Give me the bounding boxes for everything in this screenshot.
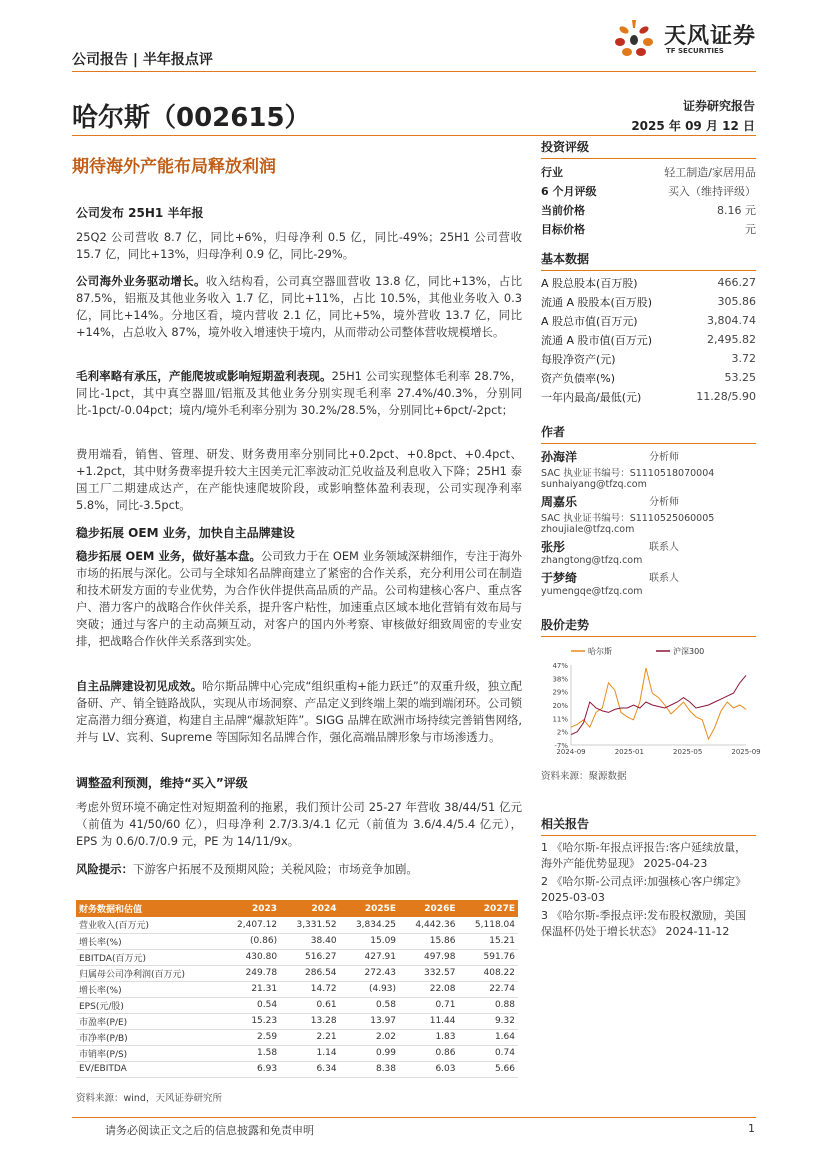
table-cell: 2.21 <box>280 1029 339 1045</box>
author-cert: SAC 执业证书编号：S1110525060005 <box>541 513 715 524</box>
disclaimer-note: 请务必阅读正文之后的信息披露和免责申明 <box>105 1124 314 1137</box>
related-report-item: 3 《哈尔斯-季报点评:发布股权激励，美国保温杯仍处于增长状态》 2024-11-12 <box>541 909 747 938</box>
table-cell: 408.22 <box>458 965 518 981</box>
page-number: 1 <box>748 1122 755 1135</box>
basic-key: 每股净资产(元) <box>541 352 616 366</box>
paragraph-6 <box>76 678 522 746</box>
author-entry <box>541 448 756 490</box>
table-cell: 增长率(%) <box>76 933 221 949</box>
para-text: 哈尔斯品牌中心完成“组织重构+能力跃迁”的双重升级，独立配备研、产、销全链路战队，实现从市场洞察、产品定义到终端上架的端到端闭环。公司锁定高潜力细分赛道，构建自主品牌“爆款矩阵”。SIGG 品牌在欧洲市场持续完善销售网络,并与 LV、宾利、Supreme 等国际知名品牌合作，强化高端品牌形象与市场渗透力。 <box>76 679 522 744</box>
basic-key: 资产负债率(%) <box>541 371 616 385</box>
table-cell: EBITDA(百万元) <box>76 949 221 965</box>
basic-value: 2,495.82 <box>707 333 756 346</box>
para-lead: 风险提示： <box>76 862 133 876</box>
para-text: 25H1 公司实现整体毛利率 28.7%，同比-1pct，其中真空器皿/铝瓶及其他业务分别实现毛利率 27.4%/40.3%，分别同比-1pct/-0.04pct；境内/境外毛利率分别为 30.2%/28.5%，分别同比+6pct/-2pct； <box>76 369 523 417</box>
table-cell: 0.58 <box>340 997 399 1013</box>
table-row <box>76 981 518 997</box>
paragraph-8 <box>76 861 522 878</box>
x-tick-label: 2025-09 <box>731 748 761 756</box>
table-cell: 249.78 <box>221 965 280 981</box>
table-cell: 11.44 <box>399 1013 458 1029</box>
table-cell: 3,834.25 <box>340 917 399 933</box>
table-cell: 9.32 <box>458 1013 518 1029</box>
table-cell: 516.27 <box>280 949 339 965</box>
table-cell: 5,118.04 <box>458 917 518 933</box>
paragraph-2 <box>76 273 522 341</box>
table-cell: 2,407.12 <box>221 917 280 933</box>
author-header <box>541 538 756 555</box>
table-row <box>76 997 518 1013</box>
table-row <box>76 1029 518 1045</box>
author-role: 分析师 <box>649 497 679 508</box>
basic-data-heading: 基本数据 <box>541 250 756 271</box>
table-cell: 营业收入(百万元) <box>76 917 221 933</box>
basic-value: 3,804.74 <box>707 314 756 327</box>
author-email: sunhaiyang@tfzq.com <box>541 479 647 490</box>
table-cell: 1.83 <box>399 1029 458 1045</box>
table-row <box>76 933 518 949</box>
author-role: 联系人 <box>649 542 679 553</box>
table-cell: 427.91 <box>340 949 399 965</box>
basic-key: 流通 A 股股本(百万股) <box>541 295 653 309</box>
table-cell: 市销率(P/S) <box>76 1045 221 1061</box>
paragraph-3 <box>76 368 522 419</box>
table-row <box>76 949 518 965</box>
author-email: yumengqe@tfzq.com <box>541 586 643 597</box>
table-cell: 4,442.36 <box>399 917 458 933</box>
table-cell: 430.80 <box>221 949 280 965</box>
related-reports-panel <box>541 815 756 942</box>
table-cell: 0.71 <box>399 997 458 1013</box>
author-name: 于梦绮 <box>541 571 578 585</box>
basic-value: 305.86 <box>717 295 756 308</box>
brand-name: 天风证券 <box>664 24 757 49</box>
price-chart <box>541 643 761 763</box>
invest-rating-panel <box>541 138 756 238</box>
author-entry <box>541 538 756 566</box>
author-name: 孙海洋 <box>541 450 578 464</box>
author-role: 联系人 <box>649 573 679 584</box>
y-tick-label: 11% <box>552 715 568 724</box>
author-role: 分析师 <box>649 452 679 463</box>
main-title: 期待海外产能布局释放利润 <box>72 157 276 177</box>
invest-row <box>541 200 756 219</box>
para-lead: 公司海外业务驱动增长。 <box>76 274 206 288</box>
table-cell: 13.28 <box>280 1013 339 1029</box>
section-heading-2: 稳步拓展 OEM 业务，加快自主品牌建设 <box>76 526 295 540</box>
table-cell: 21.31 <box>221 981 280 997</box>
para-lead: 自主品牌建设初见成效。 <box>76 679 203 693</box>
table-header-cell: 2027E <box>458 900 518 917</box>
table-cell: 1.14 <box>280 1045 339 1061</box>
table-cell: 0.74 <box>458 1045 518 1061</box>
invest-row <box>541 219 756 238</box>
table-cell: 14.72 <box>280 981 339 997</box>
author-entry <box>541 569 756 597</box>
table-cell: 15.09 <box>340 933 399 949</box>
author-email: zhoujiale@tfzq.com <box>541 524 635 535</box>
invest-row <box>541 162 756 181</box>
authors-panel <box>541 423 756 600</box>
table-row <box>76 917 518 933</box>
y-tick-label: 2% <box>556 728 568 737</box>
paragraph-1: 25Q2 公司营收 8.7 亿，同比+6%，归母净利 0.5 亿，同比-49%；25H1 公司营收 15.7 亿，同比+13%，归母净利 0.9 亿，同比-29%。 <box>76 230 522 261</box>
paragraph-7: 考虑外贸环境不确定性对短期盈利的拖累，我们预计公司 25-27 年营收 38/44/51 亿元（前值为 41/50/60 亿），归母净利 2.7/3.3/4.1 亿元（前值为 3.6/4.4/5.4 亿元），EPS 为 0.6/0.7/0.9 元，PE 为 14/11/9x。 <box>76 800 522 848</box>
section-heading-1: 公司发布 25H1 半年报 <box>76 206 204 220</box>
table-cell: 8.38 <box>340 1061 399 1077</box>
basic-data-panel <box>541 250 756 406</box>
table-cell: 13.97 <box>340 1013 399 1029</box>
basic-key: A 股总股本(百万股) <box>541 276 638 290</box>
table-cell: 38.40 <box>280 933 339 949</box>
basic-value: 53.25 <box>724 371 756 384</box>
basic-row <box>541 368 756 387</box>
table-header-cell: 财务数据和估值 <box>76 900 221 917</box>
invest-rating-heading: 投资评级 <box>541 138 756 159</box>
table-cell: 增长率(%) <box>76 981 221 997</box>
table-cell: 市盈率(P/E) <box>76 1013 221 1029</box>
invest-value: 轻工制造/家居用品 <box>664 165 756 179</box>
table-cell: 15.86 <box>399 933 458 949</box>
basic-row <box>541 330 756 349</box>
related-report-item: 2 《哈尔斯-公司点评:加强核心客户绑定》 2025-03-03 <box>541 875 747 904</box>
table-cell: 15.21 <box>458 933 518 949</box>
table-row <box>76 1061 518 1077</box>
y-tick-label: 38% <box>552 675 568 684</box>
table-cell: 15.23 <box>221 1013 280 1029</box>
table-cell: 归属母公司净利润(百万元) <box>76 965 221 981</box>
table-cell: 0.61 <box>280 997 339 1013</box>
basic-key: A 股总市值(百万元) <box>541 314 638 328</box>
basic-row <box>541 387 756 406</box>
table-cell: 286.54 <box>280 965 339 981</box>
table-cell: 市净率(P/B) <box>76 1029 221 1045</box>
para-text: 公司致力于在 OEM 业务领域深耕细作，专注于海外市场的拓展与深化。公司与全球知名品牌商建立了紧密的合作关系，充分利用公司在制造和技术研发方面的专业优势，为合作伙伴提供高品质的产品。公司构建核心客户、重点客户、潜力客户的战略合作伙伴关系，提升客户粘性，加速重点区域本地化营销有效布局与突破；通过与客户的主动高频互动，对客户的国内外考察、审核做好细致周密的专业安排，把战略合作伙伴关系落到实处。 <box>76 549 523 648</box>
author-header <box>541 493 756 510</box>
basic-key: 流通 A 股市值(百万元) <box>541 333 653 347</box>
invest-key: 6 个月评级 <box>541 184 597 198</box>
x-tick-label: 2025-05 <box>673 748 703 756</box>
author-header <box>541 569 756 586</box>
table-cell: (4.93) <box>340 981 399 997</box>
series-line-hs300 <box>571 675 746 734</box>
table-cell: 1.64 <box>458 1029 518 1045</box>
table-header-cell: 2026E <box>399 900 458 917</box>
table-cell: 22.74 <box>458 981 518 997</box>
y-tick-label: 47% <box>552 662 568 670</box>
report-date: 2025 年 09 月 12 日 <box>631 119 755 133</box>
authors-heading: 作者 <box>541 423 756 444</box>
table-row <box>76 965 518 981</box>
table-cell: EPS(元/股) <box>76 997 221 1013</box>
invest-key: 当前价格 <box>541 203 585 217</box>
table-cell: 272.43 <box>340 965 399 981</box>
tf-logo-icon <box>612 18 658 58</box>
para-text: 收入结构看，公司真空器皿营收 13.8 亿，同比+13%，占比 87.5%，铝瓶及其他业务收入 1.7 亿，同比+11%，占比 10.5%，其他业务收入 0.3 亿，同比+14%。分地区看，境内营收 2.1 亿，同比+5%，境外营收 13.7 亿，同比+14%，占总收入 87%，境外收入增速快于境内，从而带动公司整体营收规模增长。 <box>76 274 522 339</box>
basic-value: 11.28/5.90 <box>696 390 756 403</box>
related-reports-heading: 相关报告 <box>541 815 756 836</box>
table-cell: 591.76 <box>458 949 518 965</box>
section-heading-3: 调整盈利预测，维持“买入”评级 <box>76 776 248 790</box>
author-header <box>541 448 756 465</box>
table-cell: 5.66 <box>458 1061 518 1077</box>
header-divider <box>72 71 756 72</box>
invest-row <box>541 181 756 200</box>
author-name: 周嘉乐 <box>541 495 578 509</box>
invest-value: 买入（维持评级） <box>668 184 756 198</box>
y-tick-label: 20% <box>552 702 568 710</box>
table-cell: 6.93 <box>221 1061 280 1077</box>
brand-name-en: TF SECURITIES <box>666 47 724 55</box>
price-chart-heading: 股价走势 <box>541 616 756 637</box>
related-report-item: 1 《哈尔斯-年报点评报告:客户延续放量，海外产能优势显现》 2025-04-23 <box>541 841 747 870</box>
chart-source: 资料来源：聚源数据 <box>541 771 627 782</box>
table-cell: 2.02 <box>340 1029 399 1045</box>
basic-key: 一年内最高/最低(元) <box>541 390 642 404</box>
table-cell: 2.59 <box>221 1029 280 1045</box>
para-text: 下游客户拓展不及预期风险；关税风险；市场竞争加剧。 <box>132 862 418 876</box>
title-divider <box>72 135 756 136</box>
author-entry <box>541 493 756 535</box>
author-cert: SAC 执业证书编号：S1110518070004 <box>541 468 715 479</box>
table-row <box>76 1045 518 1061</box>
basic-row <box>541 292 756 311</box>
table-source: 资料来源：wind，天风证券研究所 <box>76 1093 222 1104</box>
company-title: 哈尔斯（002615） <box>72 103 311 133</box>
table-row <box>76 1013 518 1029</box>
footer-divider <box>72 1117 756 1118</box>
table-cell: 3,331.52 <box>280 917 339 933</box>
table-cell: 0.86 <box>399 1045 458 1061</box>
table-cell: 0.99 <box>340 1045 399 1061</box>
para-lead: 毛利率略有承压，产能爬坡或影响短期盈利表现。 <box>76 369 332 383</box>
author-email: zhangtong@tfzq.com <box>541 555 643 566</box>
table-cell: 0.54 <box>221 997 280 1013</box>
table-cell: 0.88 <box>458 997 518 1013</box>
y-tick-label: -7% <box>554 742 568 750</box>
table-header-cell: 2024 <box>280 900 339 917</box>
x-tick-label: 2024-09 <box>556 748 586 756</box>
invest-key: 目标价格 <box>541 222 585 236</box>
paragraph-5 <box>76 548 522 650</box>
report-category: 公司报告 | 半年报点评 <box>72 52 213 68</box>
table-cell: (0.86) <box>221 933 280 949</box>
invest-value: 元 <box>745 222 756 236</box>
basic-value: 3.72 <box>731 352 756 365</box>
basic-value: 466.27 <box>717 276 756 289</box>
table-cell: 332.57 <box>399 965 458 981</box>
table-cell: 6.03 <box>399 1061 458 1077</box>
financial-table <box>76 900 518 1078</box>
price-chart-panel <box>541 616 761 782</box>
invest-key: 行业 <box>541 165 563 179</box>
table-cell: 1.58 <box>221 1045 280 1061</box>
basic-row <box>541 349 756 368</box>
table-cell: 22.08 <box>399 981 458 997</box>
legend-label: 沪深300 <box>673 647 705 656</box>
legend-label: 哈尔斯 <box>588 647 612 656</box>
report-type: 证券研究报告 <box>682 99 755 113</box>
invest-value: 8.16 元 <box>717 203 756 217</box>
author-name: 张彤 <box>541 540 566 554</box>
basic-row <box>541 273 756 292</box>
table-header-cell: 2025E <box>340 900 399 917</box>
x-tick-label: 2025-01 <box>614 748 644 756</box>
table-cell: 6.34 <box>280 1061 339 1077</box>
series-line-harsl <box>571 668 746 739</box>
basic-row <box>541 311 756 330</box>
paragraph-4: 费用端看，销售、管理、研发、财务费用率分别同比+0.2pct、+0.8pct、+0.4pct、+1.2pct，其中财务费率提升较大主因美元汇率波动汇兑收益及利息收入下降；25H1 泰国工厂二期建成达产，在产能快速爬坡阶段，或影响整体盈利表现，公司实现净利率 5.8%，同比-3.5pct。 <box>76 447 522 512</box>
table-cell: EV/EBITDA <box>76 1061 221 1077</box>
y-tick-label: 29% <box>552 688 568 697</box>
table-cell: 497.98 <box>399 949 458 965</box>
para-lead: 稳步拓展 OEM 业务，做好基本盘。 <box>76 549 261 563</box>
table-header-cell: 2023 <box>221 900 280 917</box>
